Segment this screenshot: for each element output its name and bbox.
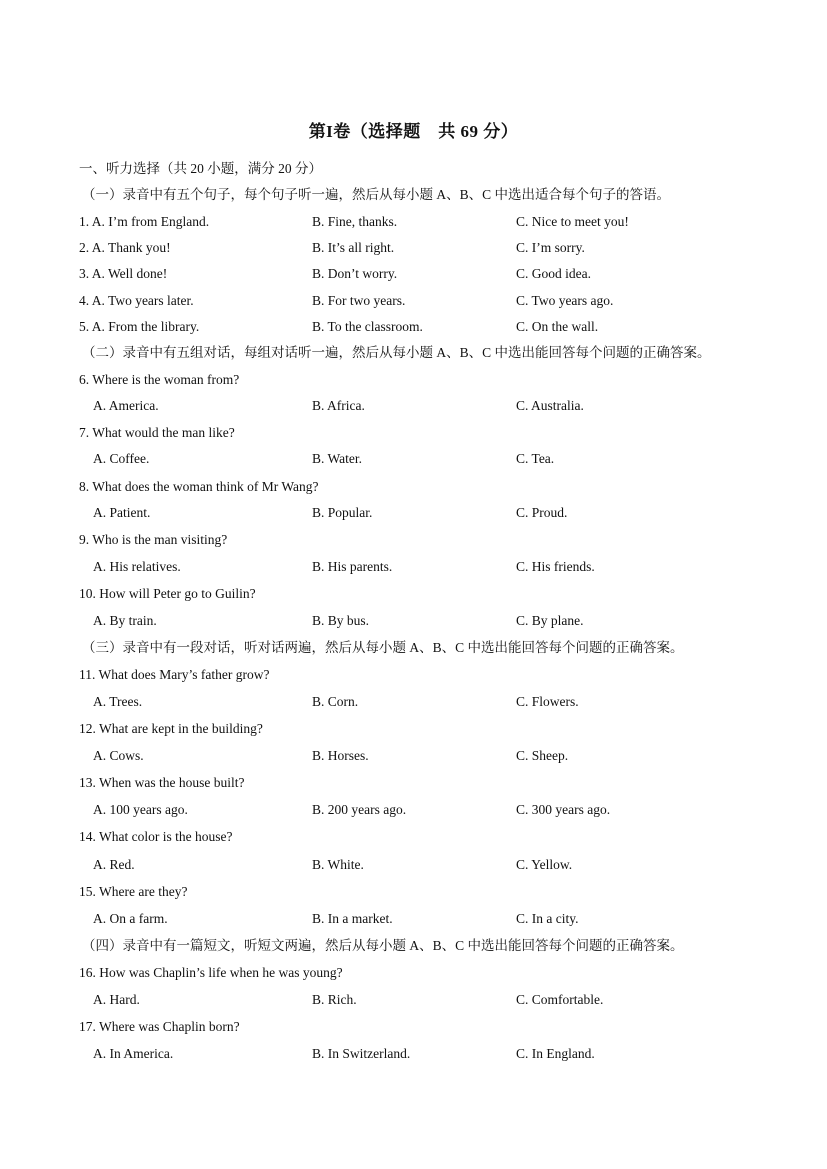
option-a: A. In America. xyxy=(93,1046,174,1061)
question-text: 6. Where is the woman from? xyxy=(79,372,240,387)
option-b: B. For two years. xyxy=(312,293,406,308)
question-text: 10. How will Peter go to Guilin? xyxy=(79,586,256,601)
option-b: B. Corn. xyxy=(312,694,359,709)
option-a: 5. A. From the library. xyxy=(79,319,200,334)
part4-instruction: （四）录音中有一篇短文，听短文两遍，然后从每小题 A、B、C 中选出能回答每个问题的正确答案。 xyxy=(82,938,684,953)
option-a: 3. A. Well done! xyxy=(79,266,168,281)
option-c: C. In England. xyxy=(516,1046,595,1061)
option-a: A. His relatives. xyxy=(93,559,181,574)
part2-instruction: （二）录音中有五组对话，每组对话听一遍，然后从每小题 A、B、C 中选出能回答每个问题的正确答案。 xyxy=(82,345,711,360)
option-c: C. Comfortable. xyxy=(516,992,604,1007)
option-a: A. On a farm. xyxy=(93,911,168,926)
option-c: C. Australia. xyxy=(516,398,584,413)
option-c: C. In a city. xyxy=(516,911,579,926)
question-text: 14. What color is the house? xyxy=(79,829,233,844)
option-c: C. Nice to meet you! xyxy=(516,214,629,229)
question-text: 8. What does the woman think of Mr Wang? xyxy=(79,479,319,494)
option-a: 1. A. I’m from England. xyxy=(79,214,210,229)
option-c: C. I’m sorry. xyxy=(516,240,585,255)
option-c: C. Proud. xyxy=(516,505,568,520)
option-b: B. Don’t worry. xyxy=(312,266,398,281)
question-text: 17. Where was Chaplin born? xyxy=(79,1019,240,1034)
option-c: C. Tea. xyxy=(516,451,555,466)
option-c: C. Sheep. xyxy=(516,748,569,763)
option-b: B. Popular. xyxy=(312,505,373,520)
option-b: B. Rich. xyxy=(312,992,357,1007)
section-heading: 一、听力选择（共 20 小题，满分 20 分） xyxy=(79,161,322,176)
option-b: B. Fine, thanks. xyxy=(312,214,398,229)
option-c: C. Yellow. xyxy=(516,857,573,872)
option-c: C. Two years ago. xyxy=(516,293,614,308)
question-text: 16. How was Chaplin’s life when he was young? xyxy=(79,965,343,980)
option-a: A. America. xyxy=(93,398,159,413)
option-b: B. 200 years ago. xyxy=(312,802,407,817)
option-b: B. White. xyxy=(312,857,364,872)
question-text: 12. What are kept in the building? xyxy=(79,721,263,736)
question-text: 15. Where are they? xyxy=(79,884,188,899)
option-a: A. 100 years ago. xyxy=(93,802,188,817)
option-b: B. It’s all right. xyxy=(312,240,395,255)
question-text: 11. What does Mary’s father grow? xyxy=(79,667,270,682)
option-a: A. Trees. xyxy=(93,694,143,709)
option-a: A. Patient. xyxy=(93,505,151,520)
option-c: C. Flowers. xyxy=(516,694,579,709)
option-a: A. Red. xyxy=(93,857,135,872)
part1-instruction: （一）录音中有五个句子，每个句子听一遍，然后从每小题 A、B、C 中选出适合每个句子的答语。 xyxy=(82,187,671,202)
option-b: B. By bus. xyxy=(312,613,370,628)
option-c: C. On the wall. xyxy=(516,319,599,334)
option-b: B. Africa. xyxy=(312,398,365,413)
option-b: B. In a market. xyxy=(312,911,393,926)
page-title: 第I卷（选择题 共 69 分） xyxy=(308,122,519,141)
option-a: 4. A. Two years later. xyxy=(79,293,194,308)
question-text: 13. When was the house built? xyxy=(79,775,245,790)
option-a: A. Coffee. xyxy=(93,451,150,466)
part3-instruction: （三）录音中有一段对话，听对话两遍，然后从每小题 A、B、C 中选出能回答每个问题的正确答案。 xyxy=(82,640,684,655)
option-b: B. Horses. xyxy=(312,748,369,763)
question-text: 9. Who is the man visiting? xyxy=(79,532,228,547)
option-b: B. Water. xyxy=(312,451,363,466)
option-c: C. Good idea. xyxy=(516,266,591,281)
option-b: B. His parents. xyxy=(312,559,393,574)
option-a: 2. A. Thank you! xyxy=(79,240,171,255)
option-c: C. 300 years ago. xyxy=(516,802,611,817)
option-c: C. By plane. xyxy=(516,613,584,628)
option-a: A. By train. xyxy=(93,613,157,628)
option-c: C. His friends. xyxy=(516,559,595,574)
question-text: 7. What would the man like? xyxy=(79,425,235,440)
option-a: A. Hard. xyxy=(93,992,140,1007)
option-b: B. To the classroom. xyxy=(312,319,423,334)
option-a: A. Cows. xyxy=(93,748,144,763)
option-b: B. In Switzerland. xyxy=(312,1046,411,1061)
